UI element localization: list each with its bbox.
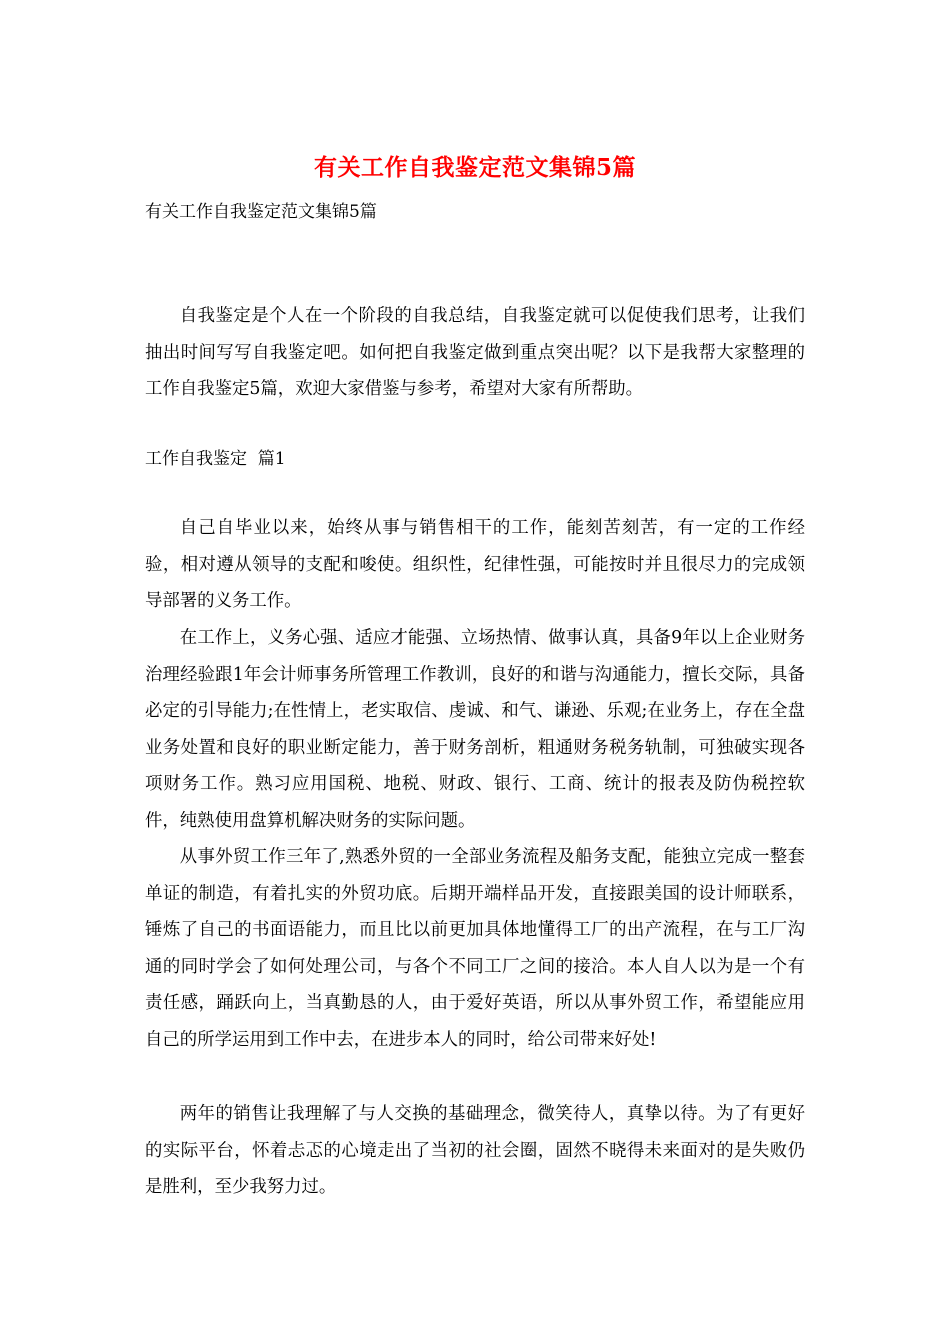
body-paragraph-1: 自己自毕业以来，始终从事与销售相干的工作，能刻苦刻苦，有一定的工作经验，相对遵从领导的支配和唆使。组织性，纪律性强，可能按时并且很尽力的完成领导部署的义务工作。 (145, 518, 805, 611)
section-heading: 工作自我鉴定 篇1 (145, 449, 286, 469)
document-subtitle: 有关工作自我鉴定范文集锦5篇 (145, 202, 377, 222)
body-paragraph-4: 两年的销售让我理解了与人交换的基础理念，微笑待人，真挚以待。为了有更好的实际平台，怀着忐忑的心境走出了当初的社会圈，固然不晓得未来面对的是失败仍是胜利，至少我努力过。 (145, 1104, 805, 1197)
body-paragraph-2: 在工作上，义务心强、适应才能强、立场热情、做事认真，具备9年以上企业财务治理经验跟1年会计师事务所管理工作教训，良好的和谐与沟通能力，擅长交际，具备必定的引导能力;在性情上，老实取信、虔诚、和气、谦逊、乐观;在业务上，存在全盘业务处置和良好的职业断定能力，善于财务剖析，粗通财务税务轨制，可独破实现各项财务工作。熟习应用国税、地税、财政、银行、工商、统计的报表及防伪税控软件，纯熟使用盘算机解决财务的实际问题。 (145, 628, 805, 831)
body-paragraph-3: 从事外贸工作三年了,熟悉外贸的一全部业务流程及船务支配，能独立完成一整套单证的制造，有着扎实的外贸功底。后期开端样品开发，直接跟美国的设计师联系，锤炼了自己的书面语能力，而且比以前更加具体地懂得工厂的出产流程，在与工厂沟通的同时学会了如何处理公司，与各个不同工厂之间的接洽。本人自人以为是一个有责任感，踊跃向上，当真勤恳的人，由于爱好英语，所以从事外贸工作，希望能应用自己的所学运用到工作中去，在进步本人的同时，给公司带来好处! (145, 847, 805, 1050)
intro-paragraph: 自我鉴定是个人在一个阶段的自我总结，自我鉴定就可以促使我们思考，让我们抽出时间写写自我鉴定吧。如何把自我鉴定做到重点突出呢？以下是我帮大家整理的工作自我鉴定5篇，欢迎大家借鉴与参考，希望对大家有所帮助。 (145, 306, 805, 399)
document-title: 有关工作自我鉴定范文集锦5篇 (313, 154, 636, 181)
